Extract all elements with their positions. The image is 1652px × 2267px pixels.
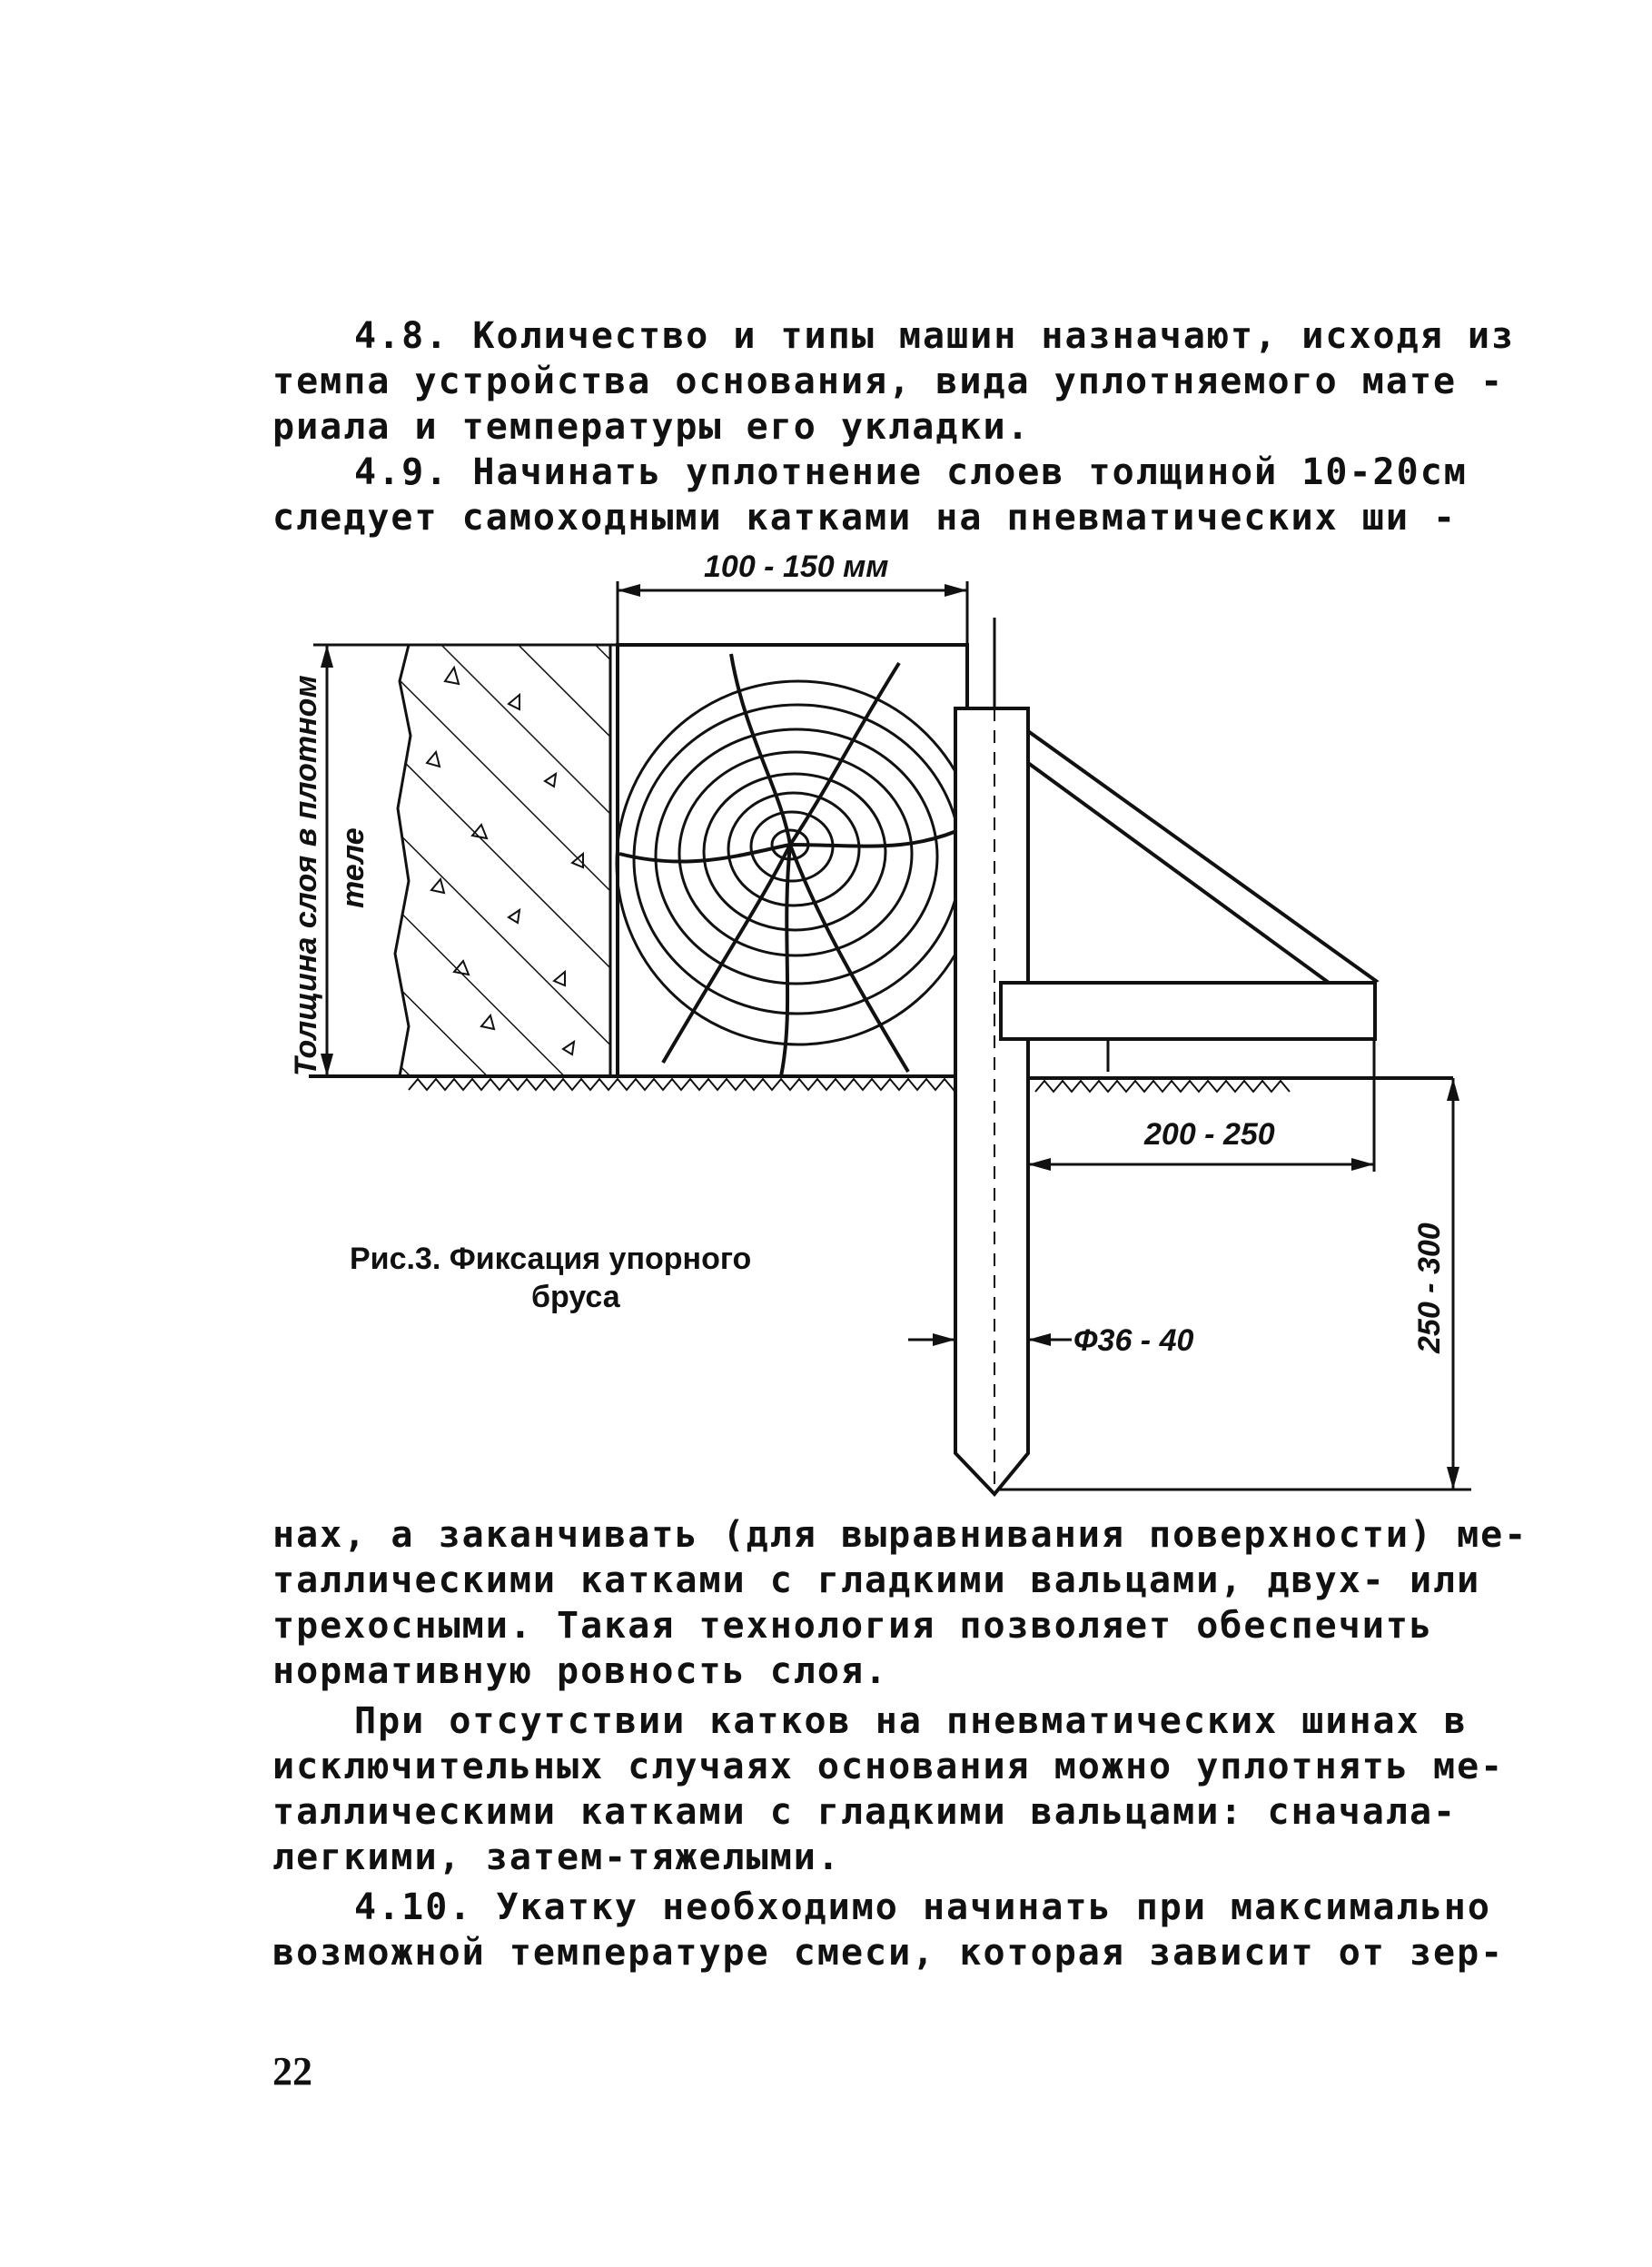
figure-caption-line-1: Рис.3. Фиксация упорного xyxy=(350,1242,752,1276)
text-line: 4.10. Укатку необходимо начинать при максимально xyxy=(354,1886,1491,1928)
timber-beam xyxy=(617,645,980,1076)
figure-caption-line-2: бруса xyxy=(531,1280,620,1314)
steel-pin xyxy=(955,618,1028,1494)
text-line: нормативную ровность слоя. xyxy=(272,1650,889,1692)
figure-stop-beam-fixation xyxy=(272,554,1499,1508)
brace-support xyxy=(1001,731,1376,1072)
text-line: следует самоходными катками на пневматических ши - xyxy=(272,497,1458,539)
dimension-width xyxy=(618,554,967,645)
paragraph-4-9 xyxy=(272,450,1480,540)
dimension-width-label: 100 - 150 мм xyxy=(704,554,889,584)
dimension-diameter-label: Ф36 - 40 xyxy=(1073,1323,1194,1358)
text-line: 4.9. Начинать уплотнение слоев толщиной 10-20см xyxy=(354,451,1468,493)
figure-caption xyxy=(350,1240,751,1316)
text-line: трехосными. Такая технология позволяет обеспечить xyxy=(272,1605,1434,1647)
thickness-label-2: теле xyxy=(336,827,371,908)
text-line: таллическими катками с гладкими вальцами, двух- или xyxy=(272,1559,1481,1601)
paragraph-4-9-continued xyxy=(272,1512,1528,1694)
dimension-depth-label: 250 - 300 xyxy=(1412,1223,1447,1353)
paragraph-4-8 xyxy=(272,313,1516,450)
text-line: таллическими катками с гладкими вальцами: сначала- xyxy=(272,1791,1458,1833)
dimension-offset xyxy=(1028,1039,1374,1172)
text-line: 4.8. Количество и типы машин назначают, исходя из xyxy=(354,315,1516,357)
text-line: темпа устройства основания, вида уплотняемого мате - xyxy=(272,361,1505,402)
text-line: нах, а заканчивать (для выравнивания поверхности) ме- xyxy=(272,1514,1528,1556)
base-layer xyxy=(395,645,610,1076)
text-line: возможной температуре смеси, которая зависит от зер- xyxy=(272,1932,1505,1974)
text-line: риала и температуры его укладки. xyxy=(272,406,1031,448)
paragraph-4-10 xyxy=(272,1885,1505,1975)
paragraph-no-pneumatic xyxy=(272,1698,1505,1880)
dimension-diameter xyxy=(908,1323,1193,1358)
page-number: 22 xyxy=(272,2049,312,2094)
ground-line xyxy=(309,1076,1453,1092)
dimension-offset-label: 200 - 250 xyxy=(1144,1117,1275,1152)
text-line: легкими, затем-тяжелыми. xyxy=(272,1836,841,1878)
thickness-label: Толщина слоя в плотном xyxy=(289,675,323,1076)
text-line: исключительных случаях основания можно уплотнять ме- xyxy=(272,1746,1505,1787)
text-line: При отсутствии катков на пневматических шинах в xyxy=(354,1700,1468,1742)
